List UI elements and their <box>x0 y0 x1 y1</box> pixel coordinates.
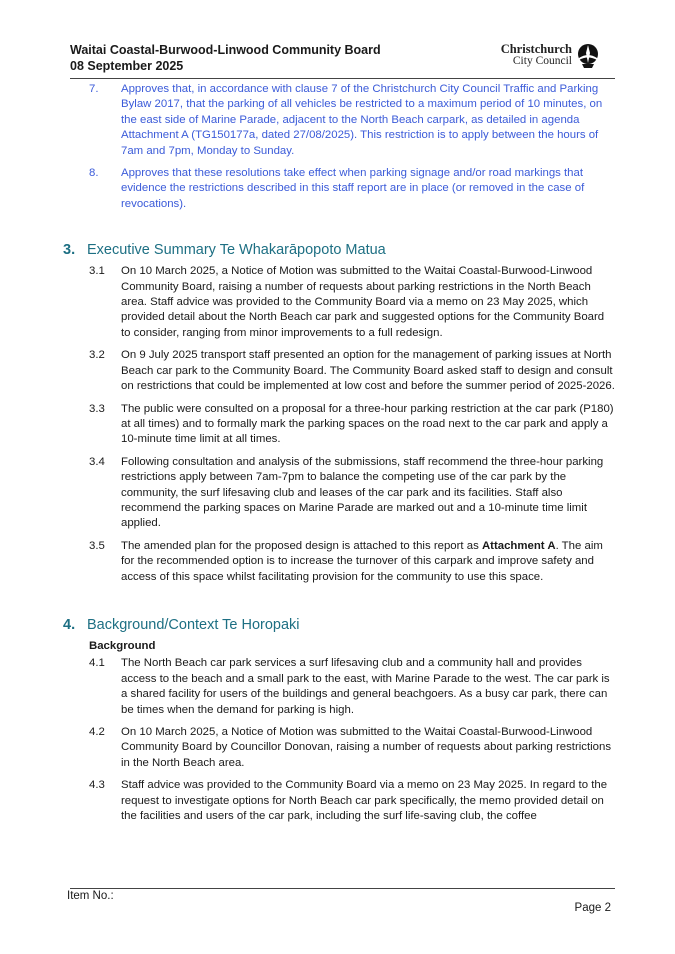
paragraph <box>70 539 615 585</box>
resolution-text: Approves that, in accordance with clause 7 of the Christchurch City Council Traffic and Parking Bylaw 2017, that the parking of all vehicles be restricted to a maximum period of 10 minutes, on the east side of Marine Parade, adjacent to the North Beach carpark, as detailed in agenda Attachment A (TG150177a, dated 27/08/2025). This restriction is to apply between the hours of 7am and 7pm, Monday to Sunday. <box>121 83 603 157</box>
paragraph-text: The public were consulted on a proposal for a three-hour parking restriction at the car park (P180) at all times) and to formally mark the parking spaces on the road next to the car park and apply a 10-minute time limit at all times. <box>121 402 614 446</box>
paragraph-text: On 10 March 2025, a Notice of Motion was submitted to the Waitai Coastal-Burwood-Linwood Community Board, raising a number of requests about parking restrictions in the North Beach area. Staff advice was provided to the Community Board via a memo on 23 May 2025, which provided detail about the North Beach car park and suggested options for the Community Board to consider, ranging from minor improvements to a full redesign. <box>121 265 605 339</box>
section-heading <box>63 615 615 635</box>
paragraph-number: 4.2 <box>89 726 105 738</box>
paragraph-number: 4.1 <box>89 657 105 670</box>
section-number: 4. <box>63 616 76 633</box>
paragraph-number: 3.5 <box>89 539 105 552</box>
logo-line1: Christchurch <box>500 42 572 56</box>
page-header <box>70 42 600 78</box>
subheading: Background <box>89 639 156 652</box>
page-number: Page 2 <box>574 902 611 914</box>
paragraph-number: 3.3 <box>89 402 105 415</box>
logo-line2: City Council <box>512 55 572 67</box>
council-emblem-icon <box>576 43 600 69</box>
paragraph <box>70 656 615 718</box>
paragraph <box>70 402 615 448</box>
paragraph-text-start: The amended plan for the proposed design is attached to this report as <box>121 539 482 552</box>
attachment-reference: Attachment A <box>481 539 556 552</box>
resolution-item <box>70 82 615 159</box>
resolution-item <box>70 166 615 212</box>
paragraph-text: On 10 March 2025, a Notice of Motion was submitted to the Waitai Coastal-Burwood-Linwood Community Board by Councillor Donovan, raising a number of requests about parking restrictions in the North Beach area. <box>121 726 612 769</box>
section-number: 3. <box>63 242 76 259</box>
paragraph-number: 3.2 <box>89 349 105 362</box>
paragraph-number: 3.1 <box>89 265 105 278</box>
header-rule <box>70 78 615 79</box>
document-body <box>63 82 615 831</box>
paragraph <box>70 778 615 824</box>
paragraph-text: Following consultation and analysis of the submissions, staff recommend the three-hour parking restrictions apply between 7am-7pm to balance the competing use of the car park by the community, the surf lifesaving club and leases of the car park and its facilities. Staff also recommend the parking spaces on Marine Parade are marked out and a 10-minute time limit applied. <box>121 455 604 530</box>
paragraph-text-end: . The aim for the recommended option is to increase the turnover of this carpark and improve safety and access of this space whilst facilitating provision for the community to use this space. <box>121 539 603 583</box>
paragraph-text: Staff advice was provided to the Community Board via a memo on 23 May 2025. In regard to the request to investigate options for North Beach car park specifically, the memo provided detail on the facilities and users of the car park, including the surf life-saving club, the coffee <box>121 779 608 823</box>
section-title: Executive Summary Te Whakarāpopoto Matua <box>87 242 386 259</box>
section-title: Background/Context Te Horopaki <box>87 616 300 633</box>
meeting-date: 08 September 2025 <box>70 59 184 73</box>
paragraph-number: 4.3 <box>89 779 105 792</box>
section-heading <box>63 240 615 260</box>
resolution-text: Approves that these resolutions take effect when parking signage and/or road markings that evidence the restrictions described in this staff report are in place (or removed in the case of revocations). <box>121 167 585 210</box>
footer-rule <box>70 888 615 889</box>
council-logo <box>496 42 600 72</box>
paragraph-text <box>121 540 603 583</box>
item-number-label: Item No.: <box>67 890 114 902</box>
paragraph-text: On 9 July 2025 transport staff presented an option for the management of parking issues at North Beach car park to the Community Board. The Community Board asked staff to design and consult on restrictions that could be implemented at low cost and before the summer period of 2025-2026. <box>121 349 615 393</box>
paragraph <box>70 348 615 394</box>
paragraph-number: 3.4 <box>89 455 105 468</box>
resolution-number: 7. <box>89 83 99 95</box>
paragraph <box>70 725 615 771</box>
paragraph <box>70 264 615 341</box>
resolution-number: 8. <box>89 167 99 180</box>
paragraph-text: The North Beach car park services a surf lifesaving club and a community hall and provides access to the beach and a small park to the east, with Marine Parade to the west. The car park is a shared facility for users of the buildings and general beachgoers. As a busy car park, there can be times when the demand for parking is high. <box>121 657 610 716</box>
board-name: Waitai Coastal-Burwood-Linwood Community Board <box>70 43 381 57</box>
paragraph <box>70 455 615 532</box>
